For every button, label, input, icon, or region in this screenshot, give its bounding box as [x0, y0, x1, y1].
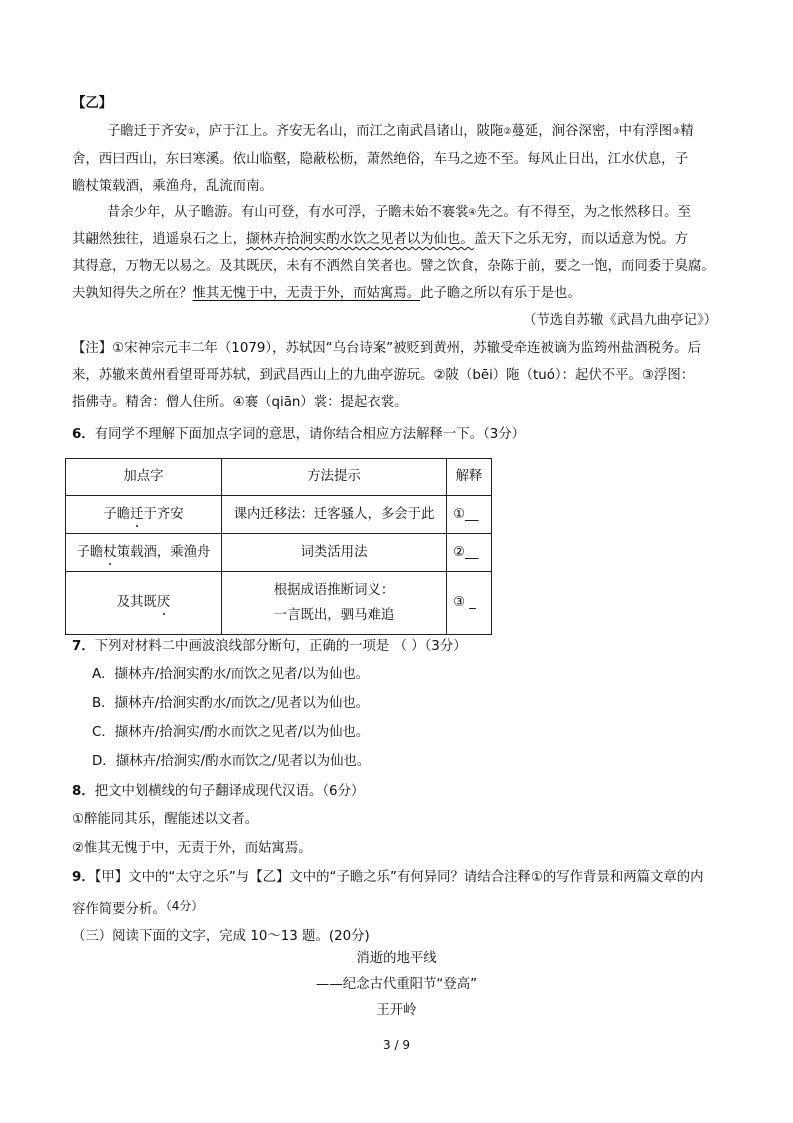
table-header: 方法提示	[222, 459, 447, 496]
passage-yi-p1-line1: 子瞻迁于齐安①，庐于江上。齐安无名山，而江之南武昌诸山，陂陁②蔓延，涧谷深密，中有浮图③精	[107, 124, 694, 139]
table-cell-hint: 课内迁移法：迁客骚人，多会于此	[222, 496, 447, 534]
answer-blank[interactable]: ①__	[447, 496, 492, 534]
note-line3: 指佛寺。精舍：僧人住所。④褰（qiān）裳：提起衣裳。	[72, 395, 408, 410]
note-line1: 【注】①宋神宗元丰二年（1079），苏轼因“乌台诗案”被贬到黄州，苏辙受牵连被谪为监筠州盐酒税务。后	[72, 341, 702, 356]
passage-yi-p2-line4: 夫孰知得失之所在？惟其无愧于中，无责于外，而姑寓焉。此子瞻之所以有乐于是也。	[72, 286, 581, 301]
table-row	[66, 572, 492, 635]
question-6: 6．有同学不理解下面加点字词的意思，请你结合相应方法解释一下。（3分）	[72, 427, 526, 442]
section-label-yi: 【乙】	[72, 96, 113, 111]
answer-blank[interactable]: ③ _	[447, 572, 492, 635]
question-9-line2: 容作简要分析。（4分）	[72, 899, 204, 917]
question-8-sentence-2: ②惟其无愧于中，无责于外，而姑寓焉。	[72, 841, 312, 856]
question-8: 8．把文中划横线的句子翻译成现代汉语。（6分）	[72, 784, 365, 799]
table-header-row	[66, 459, 492, 496]
table-cell-word: 子瞻杖策载酒，乘渔舟	[66, 534, 222, 572]
passage-yi-p1-line3: 瞻杖策载酒，乘渔舟，乱流而南。	[72, 179, 273, 194]
table-header: 加点字	[66, 459, 222, 496]
article-title: 消逝的地平线	[356, 951, 437, 966]
part-three-heading: （三）阅读下面的文字，完成 10～13 题。(20分)	[72, 929, 370, 944]
underlined-sentence: 惟其无愧于中，无责于外，而姑寓焉。	[192, 286, 421, 301]
option-a[interactable]: A．撷林卉/拾涧实酌水/而饮之见者/以为仙也。	[92, 667, 370, 682]
table-row	[66, 534, 492, 572]
question-8-sentence-1: ①醉能同其乐，醒能述以文者。	[72, 812, 259, 827]
article-subtitle: ——纪念古代重阳节“登高”	[315, 977, 478, 992]
question-7: 7．下列对材料二中画波浪线部分断句，正确的一项是 （ ）（3分）	[72, 639, 467, 654]
dotted-character: 厌	[156, 595, 171, 610]
page-number: 3 / 9	[383, 1038, 410, 1052]
table-cell-hint: 词类活用法	[222, 534, 447, 572]
option-d[interactable]: D．撷林卉/拾涧实/酌水而饮之/见者以为仙也。	[92, 754, 371, 769]
passage-yi-p2-line1: 昔余少年，从子瞻游。有山可登，有水可浮，子瞻未始不褰裳④先之。有不得至，为之怅然移日。至	[107, 205, 691, 220]
option-c[interactable]: C．撷林卉/拾涧实/酌水而饮之见者/以为仙也。	[92, 725, 370, 740]
table-cell-hint: 根据成语推断词义： 一言既出，驷马难追	[222, 572, 447, 635]
article-author: 王开岭	[376, 1003, 417, 1018]
table-cell-word: 子瞻迁于齐安	[66, 496, 222, 534]
dotted-character: 迁	[130, 506, 144, 522]
passage-yi-p1-line2: 舍，西曰西山，东曰寒溪。依山临壑，隐蔽松枥，萧然绝俗，车马之迹不至。每风止日出，江水伏息，子	[72, 152, 688, 167]
answer-blank[interactable]: ②__	[447, 534, 492, 572]
passage-yi-p2-line2: 其翩然独往，逍遥泉石之上，撷林卉拾涧实酌水饮之见者以为仙也。盖天下之乐无穷，而以适意为悦。方	[72, 232, 688, 247]
passage-yi-p2-line3: 其得意，万物无以易之。及其既厌，未有不洒然自笑者也。譬之饮食，杂陈于前，要之一饱，而同委于臭腐。	[72, 259, 715, 274]
note-line2: 来，苏辙来黄州看望哥哥苏轼，到武昌西山上的九曲亭游玩。②陂（bēi）陁（tuó）：起伏不平。③浮图：	[72, 368, 695, 383]
table-cell-word: 及其既厌	[66, 572, 222, 635]
wavy-underlined-sentence: 撷林卉拾涧实酌水饮之见者以为仙也。	[246, 232, 474, 247]
option-b[interactable]: B．撷林卉/拾涧实酌水/而饮之/见者以为仙也。	[92, 696, 370, 711]
dotted-character: 杖	[103, 544, 117, 560]
table-row	[66, 496, 492, 534]
question-6-table	[65, 458, 492, 635]
table-header: 解释	[447, 459, 492, 496]
question-9-line1: 9．【甲】文中的“太守之乐”与【乙】文中的“子瞻之乐”有何异同？请结合注释①的写作背景和两篇文章的内	[72, 870, 704, 885]
passage-source: （节选自苏辙《武昌九曲亭记》）	[523, 313, 718, 328]
